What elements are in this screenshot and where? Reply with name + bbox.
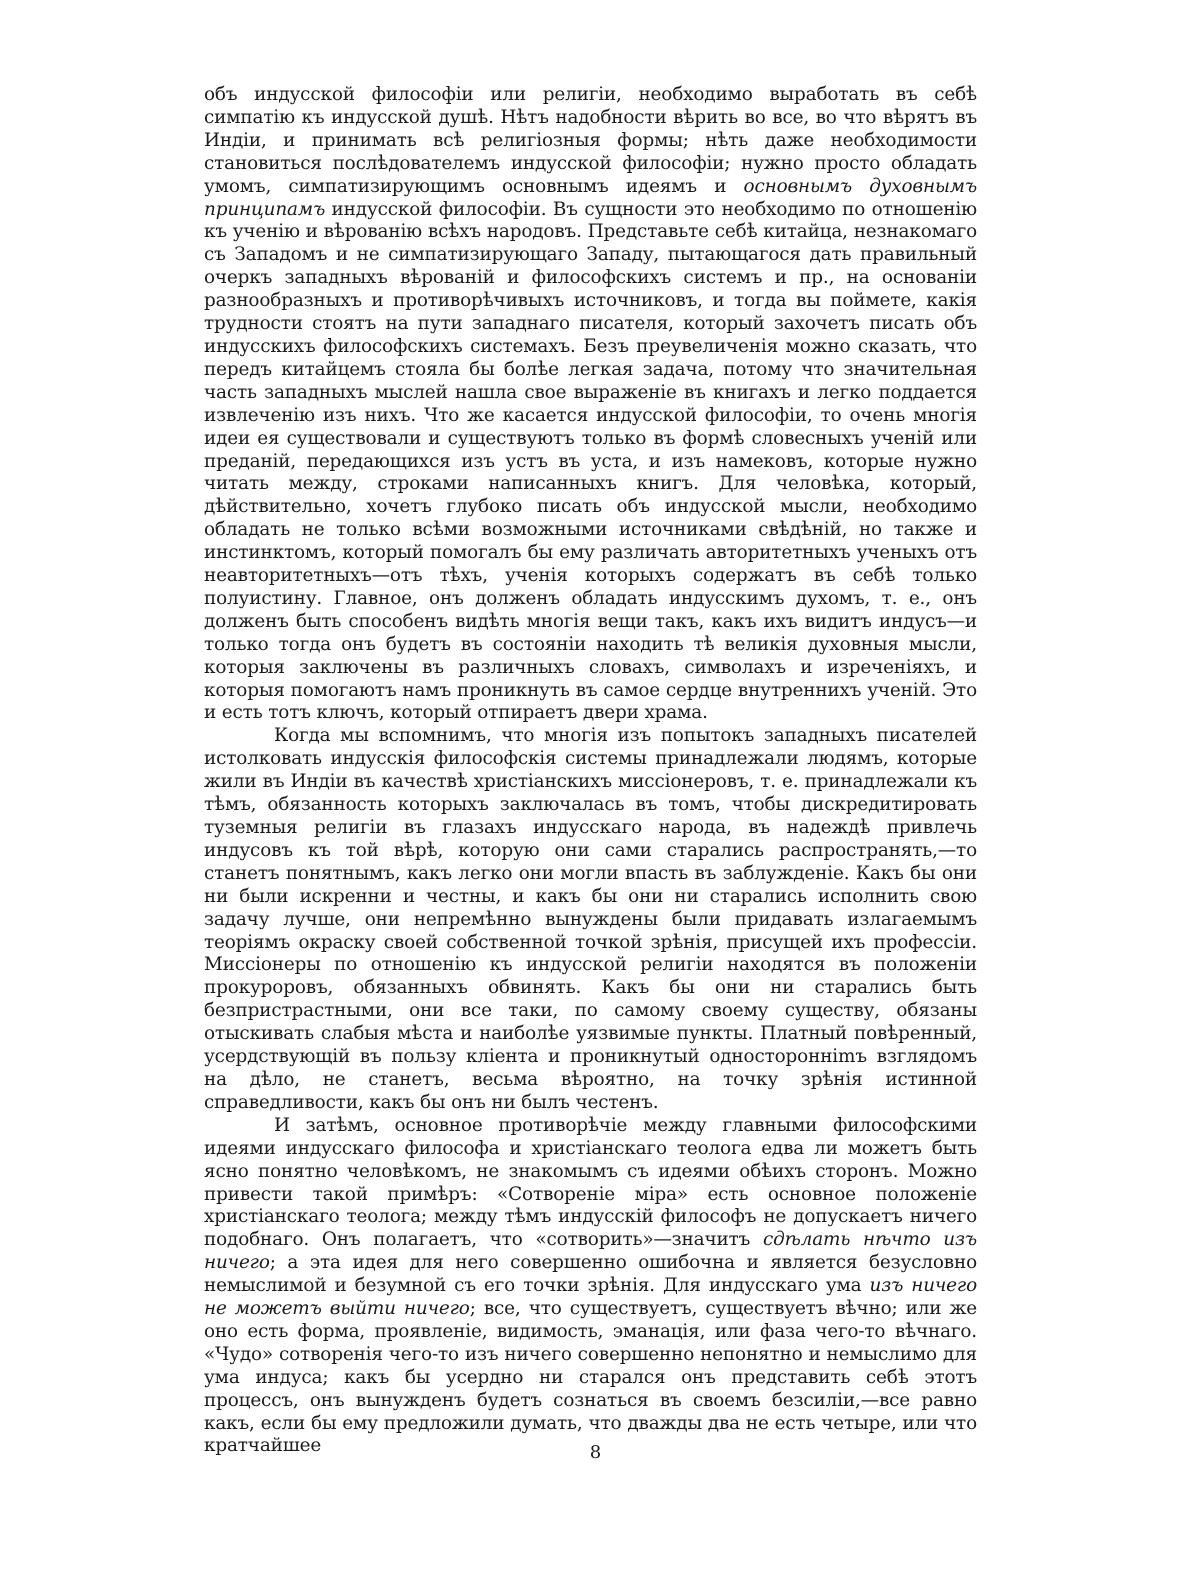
document-page [204,84,977,1458]
text-segment: ; а эта идея для него совершенно ошибочна и является безусловно немыслимой и безумной съ его точки зрѣнія. Для индусскаго ума [204,1252,977,1297]
paragraph-2 [204,725,977,1114]
paragraph-1 [204,84,977,725]
text-segment: индусской философіи. Въ сущности это необходимо по отношенію къ ученію и вѣрованію всѣхъ народовъ. Представьте себѣ китайца, незнакомаго съ Западомъ и не симпатизирующаго Западу, пытающагося дать правильный очеркъ западныхъ вѣрованій и философскихъ системъ и пр., на основаніи разнообразныхъ и противорѣчивыхъ источниковъ, и тогда вы поймете, какія трудности стоятъ на пути западнаго писателя, который захочетъ писать объ индусскихъ философскихъ системахъ. Безъ преувеличенія можно сказать, что передъ китайцемъ стояла бы болѣе легкая задача, потому что значительная часть западныхъ мыслей нашла свое выраженіе въ книгахъ и легко поддается извлеченію изъ нихъ. Что же касается индусской философіи, то очень многія идеи ея существовали и существуютъ только въ формѣ словесныхъ ученій или преданій, передающихся изъ устъ въ уста, и изъ намековъ, которые нужно читать между, строками написанныхъ книгъ. Для человѣка, который, дѣйствительно, хочетъ глубоко писать объ индусской мысли, необходимо обладать не только всѣми возможными источниками свѣдѣній, но также и инстинктомъ, который помогалъ бы ему различать авторитетныхъ ученыхъ отъ неавторитетныхъ—отъ тѣхъ, ученія которыхъ содержатъ въ себѣ только полуистину. Главное, онъ долженъ обладать индусскимъ духомъ, т. е., онъ долженъ быть способенъ видѣть многія вещи такъ, какъ ихъ видитъ индусъ—и только тогда онъ будетъ въ состояніи находить тѣ великія духовныя мысли, которыя заключены въ различныхъ словахъ, символахъ и изреченіяхъ, и которыя помогаютъ намъ проникнуть въ самое сердце внутреннихъ ученій. Это и есть тотъ ключъ, который отпираетъ двери храма. [204,198,977,724]
text-segment: ; все, что существуетъ, существуетъ вѣчно; или же оно есть форма, проявленіе, видимость, эманація, или фаза чего-то вѣчнаго. «Чудо» сотворенія чего-то изъ ничего совершенно непонятно и немыслимо для ума индуса; какъ бы усердно ни старался онъ представить себѣ этотъ процессъ, онъ вынужденъ будетъ сознаться въ своемъ безсиліи,—все равно какъ, если бы ему предложили думать, что дважды два не есть четыре, или что кратчайшее [204,1298,977,1457]
italic-text-segment: изъ ничего не можетъ выйти ничего [204,1275,977,1320]
text-segment: объ индусской философіи или религіи, необходимо выработать въ себѣ симпатію къ индусской душѣ. Нѣтъ надобности вѣрить во все, во что вѣрятъ въ Индіи, и принимать всѣ религіозныя формы; нѣть даже необходимости становиться послѣдователемъ индусской философіи; нужно просто обладать умомъ, симпатизирующимъ основнымъ идеямъ и [204,84,977,197]
paragraph-3 [204,1115,977,1459]
text-segment: И затѣмъ, основное противорѣчіе между главными философскими идеями индусскаго философа и христіанскаго теолога едва ли можетъ быть ясно понятно человѣкомъ, не знакомымъ съ идеями обѣихъ сторонъ. Можно привести такой примѣръ: «Сотвореніе міра» есть основное положеніе христіанскаго теолога; между тѣмъ индусскій философъ не допускаетъ ничего подобнаго. Онъ полагаетъ, что «сотворить»—значитъ [204,1114,977,1251]
italic-text-segment: сдѣлать нѣчто изъ ничего [204,1229,977,1274]
text-segment: Когда мы вспомнимъ, что многія изъ попытокъ западныхъ писателей истолковать индусскія философскія системы принадлежали людямъ, которые жили въ Индіи въ качествѣ христіанскихъ миссіонеровъ, т. е. принадлежали къ тѣмъ, обязанность которыхъ заключалась въ томъ, чтобы дискредитировать туземныя религіи въ глазахъ индусскаго народа, въ надеждѣ привлечь индусовъ къ той вѣрѣ, которую они сами старались распространять,—то станетъ понятнымъ, какъ легко они могли впасть въ заблужденіе. Какъ бы они ни были искренни и честны, и какъ бы они ни старались исполнить свою задачу лучше, они непремѣнно вынуждены были придавать излагаемымъ теоріямъ окраску своей собственной точкой зрѣнія, присущей ихъ профессіи. Миссіонеры по отношенію къ индусской религіи находятся въ положеніи прокуроровъ, обязанныхъ обвинять. Какъ бы они ни старались быть безпристрастными, они все таки, по самому своему существу, обязаны отыскивать слабыя мѣста и наиболѣе уязвимые пункты. Платный повѣренный, усердствующій въ пользу кліента и проникнутый односторонніmъ взглядомъ на дѣло, не станетъ, весьма вѣроятно, на точку зрѣнія истинной справедливости, какъ бы онъ ни былъ честенъ. [204,725,977,1113]
page-number: 8 [589,1442,602,1463]
italic-text-segment: основнымъ духовнымъ принципамъ [204,175,977,220]
